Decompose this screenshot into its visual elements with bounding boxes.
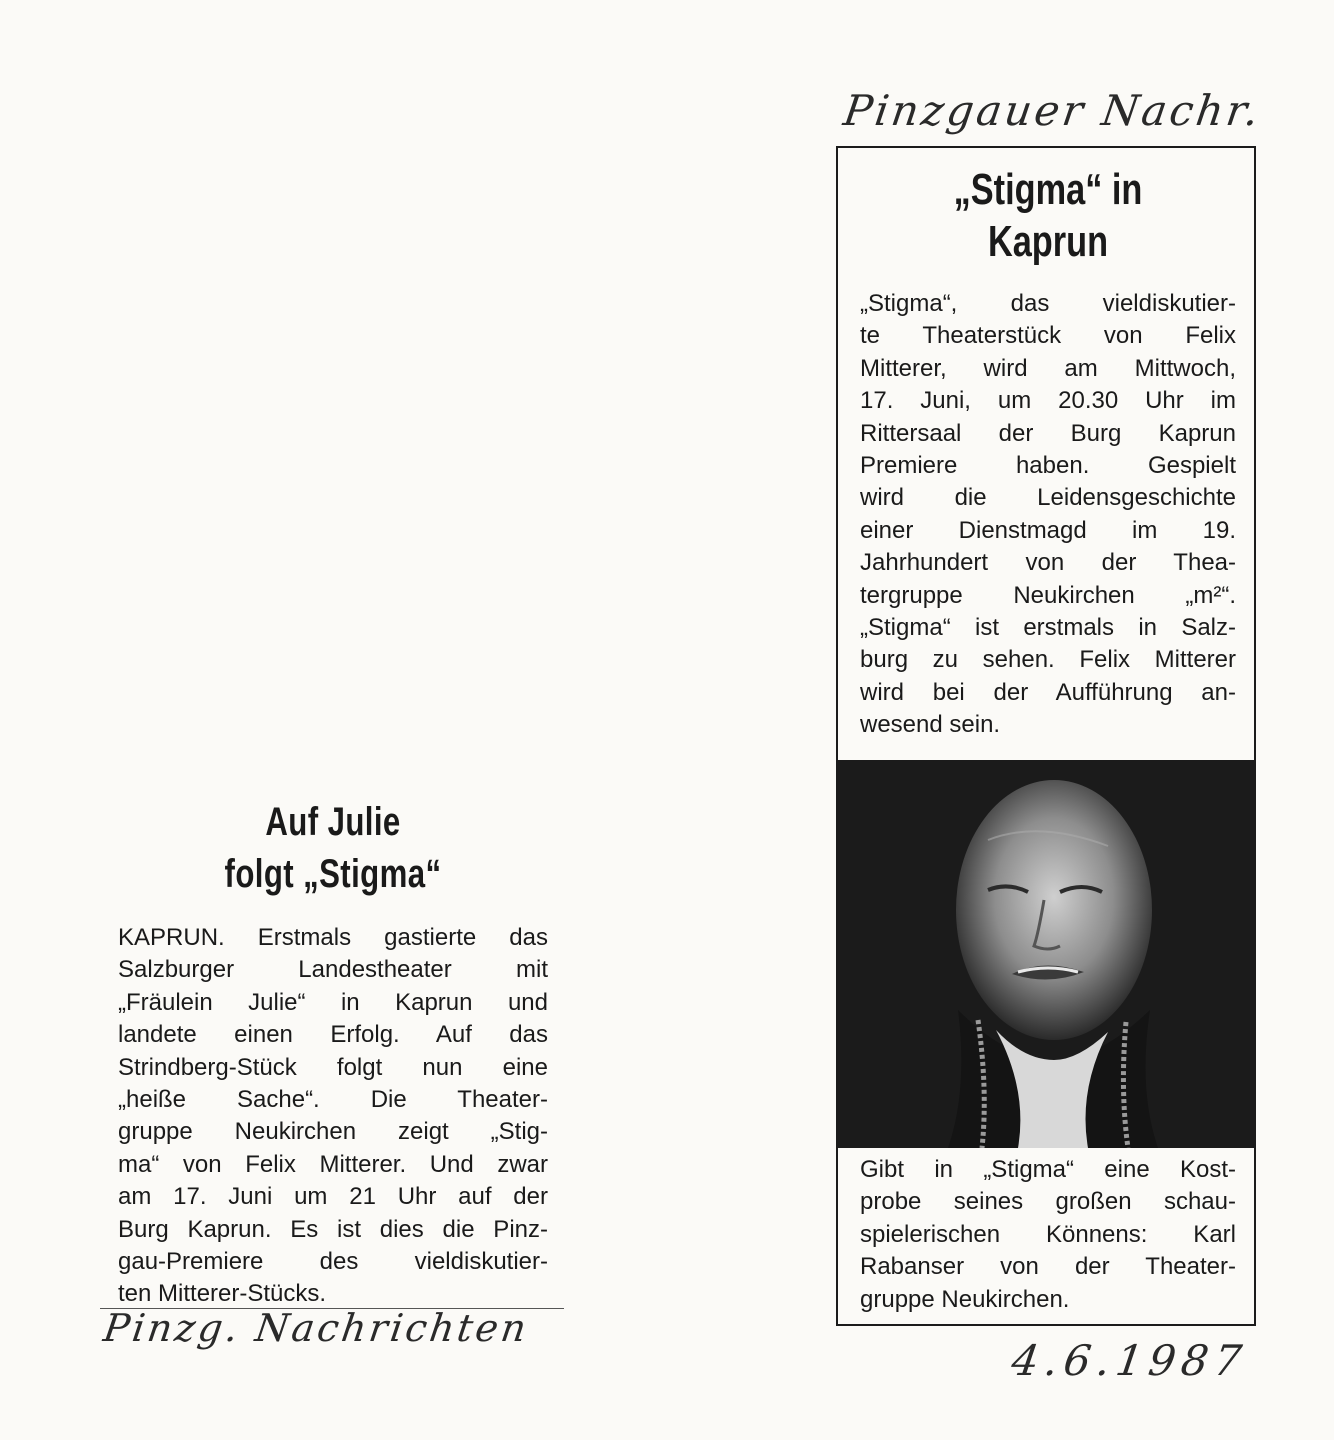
right-article-headline — [884, 164, 1212, 268]
right-newspaper-clipping — [836, 146, 1256, 1326]
right-headline-line-2: Kaprun — [987, 217, 1109, 266]
caption-line: spielerischen Könnens: Karl — [860, 1220, 1236, 1248]
left-body-line: KAPRUN. Erstmals gastierte das — [118, 924, 548, 951]
left-body-line: „heiße Sache“. Die Theater- — [118, 1086, 548, 1114]
left-article-headline — [154, 796, 511, 900]
right-body-line: Jahrhundert von der Thea- — [860, 549, 1236, 577]
right-body-line: te Theaterstück von Felix — [860, 322, 1236, 350]
left-body-line: ma“ von Felix Mitterer. Und zwar — [118, 1150, 548, 1178]
right-body-line: wird die Leidensgeschichte — [860, 484, 1236, 512]
right-body-line: 17. Juni, um 20.30 Uhr im — [860, 387, 1236, 415]
right-body-line: „Stigma“ ist erstmals in Salz- — [860, 614, 1236, 642]
left-body-line: gau-Premiere des vieldiskutier- — [118, 1248, 548, 1276]
caption-line: gruppe Neukirchen. — [860, 1285, 1070, 1313]
actor-portrait-illustration — [838, 760, 1254, 1148]
right-body-line: einer Dienstmagd im 19. — [860, 516, 1236, 544]
left-article-body — [118, 922, 548, 1311]
caption-line: probe seines großen schau- — [860, 1188, 1236, 1216]
left-body-line: gruppe Neukirchen zeigt „Stig- — [118, 1118, 548, 1146]
right-body-line: Rittersaal der Burg Kaprun — [860, 419, 1236, 447]
handwritten-source-note-right: Pinzgauer Nachr. — [840, 86, 1265, 135]
left-body-line: ten Mitterer-Stücks. — [118, 1280, 327, 1308]
caption-line: Gibt in „Stigma“ eine Kost- — [860, 1156, 1236, 1183]
photo-caption — [860, 1154, 1236, 1316]
left-body-line: landete einen Erfolg. Auf das — [118, 1021, 548, 1049]
left-newspaper-clipping — [104, 796, 562, 1316]
right-body-line: Mitterer, wird am Mittwoch, — [860, 354, 1236, 382]
cut-line-divider — [100, 1308, 564, 1309]
right-headline-line-1: „Stigma“ in — [953, 165, 1143, 214]
left-body-line: Strindberg-Stück folgt nun eine — [118, 1053, 548, 1081]
right-body-line: wird bei der Aufführung an- — [860, 678, 1236, 706]
left-body-line: „Fräulein Julie“ in Kaprun und — [118, 988, 548, 1016]
right-body-line: tergruppe Neukirchen „m²“. — [860, 581, 1236, 609]
right-body-line: Premiere haben. Gespielt — [860, 452, 1236, 480]
left-body-line: am 17. Juni um 21 Uhr auf der — [118, 1183, 548, 1211]
left-body-line: Salzburger Landestheater mit — [118, 956, 548, 984]
handwritten-source-note-left: Pinzg. Nachrichten — [100, 1306, 532, 1350]
caption-line: Rabanser von der Theater- — [860, 1253, 1236, 1281]
right-article-body — [860, 288, 1236, 742]
left-headline-line-2: folgt „Stigma“ — [224, 852, 442, 896]
left-body-line: Burg Kaprun. Es ist dies die Pinz- — [118, 1215, 548, 1243]
handwritten-date: 4.6.1987 — [1008, 1336, 1251, 1385]
left-headline-line-1: Auf Julie — [265, 800, 401, 844]
right-body-line: burg zu sehen. Felix Mitterer — [860, 646, 1236, 674]
actor-photo — [838, 760, 1254, 1148]
right-body-line: wesend sein. — [860, 711, 1001, 739]
right-body-line: „Stigma“, das vieldiskutier- — [860, 290, 1236, 317]
